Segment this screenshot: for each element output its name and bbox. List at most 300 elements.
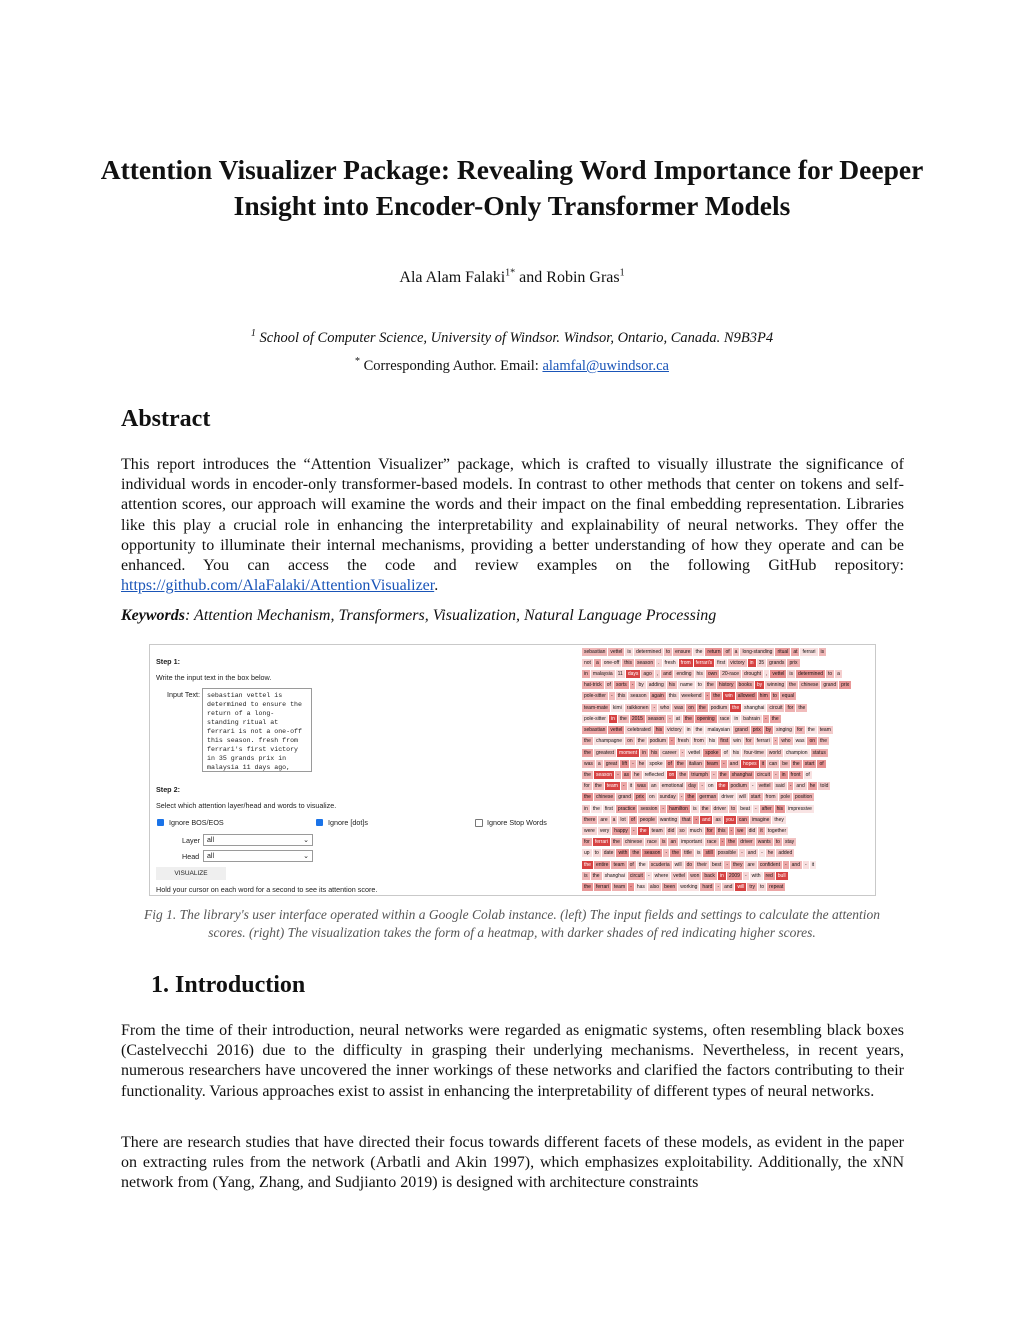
heatmap-word[interactable]: possible [717, 850, 737, 857]
heatmap-word[interactable]: one-off [603, 659, 620, 666]
heatmap-word[interactable]: ending [676, 671, 692, 678]
heatmap-word[interactable]: chinese [624, 839, 643, 846]
heatmap-word[interactable]: allowed [737, 693, 755, 700]
heatmap-word[interactable]: the [698, 704, 706, 711]
heatmap-word[interactable]: drought [744, 671, 762, 678]
heatmap-word[interactable]: raikkonen [626, 704, 649, 711]
heatmap-word[interactable]: be [782, 760, 788, 767]
heatmap-word[interactable]: where [654, 872, 669, 879]
heatmap-word[interactable]: important [681, 839, 702, 846]
heatmap-word[interactable]: ferrari [595, 883, 610, 890]
heatmap-word[interactable]: fresh [677, 738, 689, 745]
heatmap-word[interactable]: - [774, 771, 777, 778]
heatmap-word[interactable]: champagne [595, 738, 623, 745]
heatmap-word[interactable]: - [665, 850, 668, 857]
heatmap-word[interactable]: who [660, 704, 670, 711]
heatmap-word[interactable]: career [662, 749, 677, 756]
heatmap-word[interactable]: in [584, 671, 588, 678]
heatmap-word[interactable]: podium [710, 704, 728, 711]
heatmap-word[interactable]: ferrari [756, 738, 770, 745]
heatmap-word[interactable]: vettel [688, 749, 701, 756]
email-link[interactable]: alamfal@uwindsor.ca [542, 358, 669, 374]
heatmap-word[interactable]: circuit [769, 704, 783, 711]
heatmap-word[interactable]: an [670, 839, 677, 846]
heatmap-word[interactable]: so [679, 827, 685, 834]
heatmap-word[interactable]: prix [635, 794, 645, 801]
heatmap-word[interactable]: - [653, 704, 656, 711]
heatmap-word[interactable]: season [637, 659, 654, 666]
visualize-button[interactable]: VISUALIZE [156, 867, 226, 880]
heatmap-word[interactable]: from [765, 794, 776, 801]
heatmap-word[interactable]: sebastian [584, 727, 606, 734]
heatmap-word[interactable]: 2015 [631, 715, 643, 722]
heatmap-word[interactable]: he [634, 771, 640, 778]
heatmap-word[interactable]: we [737, 827, 744, 834]
head-select[interactable] [203, 850, 313, 862]
heatmap-word[interactable]: on [627, 738, 633, 745]
heatmap-word[interactable]: was [674, 704, 684, 711]
heatmap-word[interactable]: the [713, 693, 721, 700]
heatmap-word[interactable]: this [624, 659, 632, 666]
heatmap-word[interactable]: their [697, 861, 707, 868]
heatmap-word[interactable]: and [724, 883, 733, 890]
heatmap-word[interactable]: - [774, 738, 777, 745]
heatmap-word[interactable]: in [584, 805, 588, 812]
heatmap-word[interactable]: - [669, 715, 671, 722]
heatmap-word[interactable]: determined [797, 671, 823, 678]
heatmap-word[interactable]: that [682, 816, 691, 823]
heatmap-word[interactable]: - [622, 783, 625, 790]
heatmap-word[interactable]: chinese [801, 682, 819, 689]
heatmap-word[interactable]: the [807, 727, 815, 734]
heatmap-word[interactable]: together [767, 827, 787, 834]
heatmap-word[interactable]: people [639, 816, 655, 823]
heatmap-word[interactable]: vettel [610, 727, 623, 734]
heatmap-word[interactable]: on [688, 704, 694, 711]
heatmap-word[interactable]: an [651, 783, 657, 790]
heatmap-word[interactable]: ferrari [802, 648, 816, 655]
heatmap-word[interactable]: you [725, 816, 734, 823]
heatmap-word[interactable]: driver [713, 805, 727, 812]
heatmap-word[interactable]: lot [620, 816, 626, 823]
heatmap-word[interactable]: - [784, 861, 787, 868]
heatmap-word[interactable]: the [718, 783, 726, 790]
heatmap-word[interactable]: the [619, 715, 627, 722]
heatmap-word[interactable]: the [701, 805, 709, 812]
heatmap-word[interactable]: the [798, 704, 806, 711]
heatmap-word[interactable]: after [761, 805, 772, 812]
heatmap-word[interactable]: ago [643, 671, 652, 678]
heatmap-word[interactable]: - [630, 883, 632, 890]
heatmap-word[interactable]: for [706, 827, 713, 834]
heatmap-word[interactable]: winning [767, 682, 785, 689]
heatmap-word[interactable]: - [751, 783, 754, 790]
heatmap-word[interactable]: it [811, 861, 815, 868]
heatmap-word[interactable]: - [717, 883, 720, 890]
heatmap-word[interactable]: not [584, 659, 591, 666]
heatmap-word[interactable]: grand [618, 794, 631, 801]
heatmap-word[interactable]: - [744, 872, 747, 879]
heatmap-word[interactable]: ritual [777, 648, 789, 655]
heatmap-word[interactable]: long-standing [742, 648, 773, 655]
heatmap-word[interactable]: title [684, 850, 692, 857]
heatmap-word[interactable]: were [584, 827, 595, 834]
heatmap-word[interactable]: shanghai [731, 771, 752, 778]
heatmap-word[interactable]: and [702, 816, 711, 823]
heatmap-word[interactable]: still [705, 850, 713, 857]
heatmap-word[interactable]: him [759, 693, 768, 700]
heatmap-word[interactable]: at [793, 648, 798, 655]
heatmap-word[interactable]: and [747, 850, 757, 857]
heatmap-word[interactable]: in [686, 727, 691, 734]
heatmap-word[interactable]: - [706, 693, 709, 700]
heatmap-word[interactable]: malaysia [592, 671, 613, 678]
heatmap-word[interactable]: been [664, 883, 676, 890]
heatmap-word[interactable]: great [605, 760, 618, 767]
heatmap-word[interactable]: victory [730, 659, 745, 666]
heatmap-word[interactable]: his [708, 738, 716, 745]
heatmap-word[interactable]: for [787, 704, 794, 711]
heatmap-word[interactable]: - [617, 771, 619, 778]
heatmap-word[interactable]: the [732, 704, 740, 711]
heatmap-word[interactable]: do [686, 861, 693, 868]
heatmap-word[interactable]: who [781, 738, 791, 745]
heatmap-word[interactable]: bahrain [743, 715, 760, 722]
heatmap-word[interactable]: vettel [610, 648, 623, 655]
heatmap-word[interactable]: as [715, 816, 721, 823]
heatmap-word[interactable]: the [584, 749, 591, 756]
heatmap-word[interactable]: the [820, 738, 827, 745]
input-textarea[interactable]: sebastian vettel is determined to ensure the return of a long- standing ritual at ferrari is not a one-off this season. fresh from ferrari's first victory in 35 grands prix in malaysia 11 days ago, [202, 688, 312, 772]
heatmap-word[interactable]: - [741, 850, 743, 857]
heatmap-word[interactable]: of [629, 861, 634, 868]
heatmap-word[interactable]: was [637, 783, 646, 790]
heatmap-word[interactable]: best [711, 861, 722, 868]
heatmap-word[interactable]: and [663, 671, 672, 678]
heatmap-word[interactable]: of [667, 760, 672, 767]
heatmap-word[interactable]: triumph [691, 771, 708, 778]
heatmap-word[interactable]: can [738, 816, 747, 823]
heatmap-word[interactable]: the [719, 771, 727, 778]
heatmap-word[interactable]: season [644, 850, 661, 857]
heatmap-word[interactable]: 11 [617, 671, 623, 678]
heatmap-word[interactable]: pole-sitter [584, 693, 606, 700]
heatmap-word[interactable]: is [696, 850, 701, 857]
heatmap-word[interactable]: of [819, 760, 824, 767]
heatmap-word[interactable]: of [805, 771, 810, 778]
heatmap-word[interactable]: start [804, 760, 815, 767]
heatmap-word[interactable]: - [789, 783, 792, 790]
heatmap-word[interactable]: a [595, 659, 599, 666]
heatmap-word[interactable]: status [812, 749, 826, 756]
heatmap-word[interactable]: the [638, 861, 646, 868]
heatmap-word[interactable]: impressive [788, 805, 812, 812]
heatmap-word[interactable]: is [584, 872, 588, 879]
heatmap-word[interactable]: front [790, 771, 801, 778]
heatmap-word[interactable]: a [612, 816, 616, 823]
heatmap-word[interactable]: are [600, 816, 608, 823]
heatmap-word[interactable]: - [712, 771, 715, 778]
heatmap-word[interactable]: spoke [649, 760, 663, 767]
heatmap-word[interactable]: german [699, 794, 717, 801]
heatmap-word[interactable]: - [647, 872, 650, 879]
heatmap-word[interactable]: ensure [675, 648, 691, 655]
heatmap-word[interactable]: weekend [681, 693, 702, 700]
heatmap-word[interactable]: - [681, 749, 684, 756]
heatmap-word[interactable]: the [684, 715, 692, 722]
heatmap-word[interactable]: - [721, 839, 724, 846]
heatmap-word[interactable]: win [725, 693, 733, 700]
heatmap-word[interactable]: - [680, 794, 683, 801]
heatmap-word[interactable]: the [792, 760, 800, 767]
heatmap-word[interactable]: his [732, 749, 740, 756]
heatmap-word[interactable]: 2009 [728, 872, 740, 879]
heatmap-word[interactable]: was [584, 760, 593, 767]
heatmap-word[interactable]: it [760, 827, 763, 834]
heatmap-word[interactable]: adding [648, 682, 664, 689]
heatmap-word[interactable]: a [837, 671, 840, 678]
heatmap-word[interactable]: imagine [751, 816, 770, 823]
heatmap-word[interactable]: , [656, 671, 659, 678]
heatmap-word[interactable]: sorts [615, 682, 627, 689]
heatmap-word[interactable]: in [642, 749, 646, 756]
heatmap-word[interactable]: driver [740, 839, 753, 846]
heatmap-word[interactable]: will [737, 883, 745, 890]
heatmap-word[interactable]: beat [740, 805, 750, 812]
heatmap-word[interactable]: the [584, 738, 591, 745]
heatmap-word[interactable]: wants [757, 839, 771, 846]
heatmap-word[interactable]: the [584, 794, 591, 801]
heatmap-word[interactable]: with [618, 850, 628, 857]
heatmap-word[interactable]: books [738, 682, 752, 689]
heatmap-word[interactable]: is [820, 648, 825, 655]
heatmap-word[interactable]: his [668, 682, 676, 689]
heatmap-word[interactable]: - [726, 861, 728, 868]
heatmap-word[interactable]: will [738, 794, 746, 801]
heatmap-word[interactable]: win [733, 738, 741, 745]
heatmap-word[interactable]: celebrated [627, 727, 651, 734]
heatmap-word[interactable]: determined [635, 648, 661, 655]
heatmap-word[interactable]: and [796, 783, 805, 790]
heatmap-word[interactable]: it [761, 760, 765, 767]
heatmap-word[interactable]: grands [769, 659, 785, 666]
heatmap-word[interactable]: circuit [756, 771, 770, 778]
heatmap-word[interactable]: history [718, 682, 734, 689]
heatmap-word[interactable]: did [748, 827, 756, 834]
heatmap-word[interactable]: they [733, 861, 743, 868]
heatmap-word[interactable]: emotional [661, 783, 684, 790]
heatmap-word[interactable]: the [676, 760, 684, 767]
layer-select[interactable] [203, 834, 313, 846]
heatmap-word[interactable]: - [701, 783, 703, 790]
heatmap-word[interactable]: the [639, 827, 647, 834]
heatmap-word[interactable]: - [723, 760, 725, 767]
heatmap-word[interactable]: on [707, 783, 714, 790]
heatmap-word[interactable]: team [613, 861, 625, 868]
heatmap-word[interactable]: entire [595, 861, 609, 868]
heatmap-word[interactable]: - [631, 682, 634, 689]
heatmap-word[interactable]: team [819, 727, 831, 734]
heatmap-word[interactable]: of [606, 682, 611, 689]
heatmap-word[interactable]: 35 [758, 659, 765, 666]
heatmap-word[interactable]: race [706, 839, 717, 846]
heatmap-word[interactable]: the [592, 805, 600, 812]
ignore-bos-checkbox[interactable] [157, 819, 164, 826]
heatmap-word[interactable]: bull [777, 872, 786, 879]
heatmap-word[interactable]: his [696, 671, 703, 678]
heatmap-word[interactable]: happy [614, 827, 628, 834]
heatmap-word[interactable]: to [594, 850, 599, 857]
heatmap-word[interactable]: in [734, 715, 739, 722]
heatmap-word[interactable]: very [599, 827, 610, 834]
heatmap-word[interactable]: - [610, 693, 613, 700]
heatmap-word[interactable]: team [706, 760, 718, 767]
heatmap-word[interactable]: his [776, 805, 784, 812]
heatmap-word[interactable]: fresh [664, 659, 676, 666]
heatmap-word[interactable]: for [745, 738, 752, 745]
heatmap-word[interactable]: singing [776, 727, 792, 734]
heatmap-word[interactable]: the [632, 850, 640, 857]
heatmap-word[interactable]: sunday [659, 794, 676, 801]
heatmap-word[interactable]: from [693, 738, 704, 745]
github-link[interactable]: https://github.com/AlaFalaki/AttentionVisualizer [121, 577, 435, 595]
heatmap-word[interactable]: days [627, 671, 639, 678]
heatmap-word[interactable]: driver [721, 794, 734, 801]
heatmap-word[interactable]: on [668, 771, 675, 778]
heatmap-word[interactable]: and [791, 861, 800, 868]
heatmap-word[interactable]: for [796, 727, 803, 734]
heatmap-word[interactable]: the [789, 682, 797, 689]
heatmap-word[interactable]: moment [619, 749, 638, 756]
heatmap-word[interactable]: wanting [659, 816, 678, 823]
heatmap-word[interactable]: hamilton [669, 805, 688, 812]
heatmap-word[interactable]: season [595, 771, 613, 778]
heatmap-word[interactable]: scuderia [650, 861, 670, 868]
heatmap-word[interactable]: first [720, 738, 729, 745]
heatmap-word[interactable]: lift [622, 760, 628, 767]
heatmap-word[interactable]: there [584, 816, 596, 823]
heatmap-word[interactable]: - [764, 715, 767, 722]
heatmap-word[interactable]: to [775, 839, 780, 846]
heatmap-word[interactable]: the [695, 727, 703, 734]
heatmap-word[interactable]: equal [781, 693, 795, 700]
heatmap-word[interactable]: by [638, 682, 644, 689]
heatmap-word[interactable]: as [623, 771, 630, 778]
heatmap-word[interactable]: prix [789, 659, 798, 666]
heatmap-word[interactable]: - [754, 805, 757, 812]
heatmap-word[interactable]: pole [780, 794, 790, 801]
heatmap-word[interactable]: the [584, 771, 591, 778]
heatmap-word[interactable]: the [728, 839, 736, 846]
heatmap-word[interactable]: on [649, 794, 655, 801]
heatmap-word[interactable]: by [765, 727, 772, 734]
heatmap-word[interactable]: italian [688, 760, 702, 767]
heatmap-word[interactable]: the [672, 850, 680, 857]
heatmap-word[interactable]: of [723, 749, 728, 756]
heatmap-word[interactable]: grand [734, 727, 748, 734]
heatmap-word[interactable]: he [809, 783, 816, 790]
heatmap-word[interactable]: much [689, 827, 702, 834]
heatmap-word[interactable]: the [584, 883, 591, 890]
heatmap-word[interactable]: back [704, 872, 715, 879]
heatmap-word[interactable]: prix [752, 727, 761, 734]
heatmap-word[interactable]: the [594, 783, 602, 790]
heatmap-word[interactable]: pole-sitter [584, 715, 606, 722]
heatmap-word[interactable]: grand [823, 682, 837, 689]
heatmap-word[interactable]: - [805, 861, 807, 868]
heatmap-word[interactable]: his [651, 749, 658, 756]
heatmap-word[interactable]: malaysian [707, 727, 730, 734]
heatmap-word[interactable]: practice [617, 805, 636, 812]
heatmap-word[interactable]: ferrari [594, 839, 608, 846]
heatmap-word[interactable]: the [687, 794, 695, 801]
heatmap-word[interactable]: the [706, 682, 714, 689]
heatmap-word[interactable]: chinese [595, 794, 614, 801]
heatmap-word[interactable]: - [671, 738, 673, 745]
heatmap-word[interactable]: opening [696, 715, 715, 722]
heatmap-word[interactable]: working [680, 883, 698, 890]
heatmap-word[interactable]: he [767, 850, 774, 857]
heatmap-word[interactable]: the [679, 771, 687, 778]
heatmap-word[interactable]: is [789, 671, 793, 678]
heatmap-word[interactable]: first [717, 659, 726, 666]
heatmap-word[interactable]: again [651, 693, 664, 700]
heatmap-word[interactable]: red [765, 872, 773, 879]
heatmap-word[interactable]: kimi [612, 704, 622, 711]
heatmap-word[interactable]: at [675, 715, 680, 722]
heatmap-word[interactable]: it [629, 783, 633, 790]
heatmap-word[interactable]: by [756, 682, 763, 689]
heatmap-word[interactable]: world [768, 749, 781, 756]
heatmap-word[interactable]: position [794, 794, 813, 801]
heatmap-word[interactable]: session [640, 805, 658, 812]
heatmap-word[interactable]: spoke [705, 749, 719, 756]
heatmap-word[interactable]: - [695, 816, 698, 823]
heatmap-word[interactable]: name [680, 682, 693, 689]
heatmap-word[interactable]: reflected [644, 771, 664, 778]
heatmap-word[interactable]: season [630, 693, 647, 700]
heatmap-word[interactable]: race [719, 715, 730, 722]
heatmap-word[interactable]: vettel [758, 783, 771, 790]
heatmap-word[interactable]: , [766, 671, 768, 678]
heatmap-word[interactable]: race [647, 839, 657, 846]
ignore-stop-checkbox[interactable] [475, 819, 483, 827]
heatmap-word[interactable]: the [695, 648, 703, 655]
heatmap-word[interactable]: this [617, 693, 626, 700]
heatmap-word[interactable]: podium [649, 738, 667, 745]
heatmap-word[interactable]: for [584, 839, 590, 846]
heatmap-word[interactable]: four-time [744, 749, 764, 756]
heatmap-word[interactable]: stay [784, 839, 795, 846]
heatmap-word[interactable]: with [751, 872, 761, 879]
heatmap-word[interactable]: team [614, 883, 626, 890]
heatmap-word[interactable]: try [749, 883, 755, 890]
heatmap-word[interactable]: to [759, 883, 765, 890]
heatmap-word[interactable]: the [771, 715, 779, 722]
heatmap-word[interactable]: hopes [743, 760, 757, 767]
heatmap-word[interactable]: told [820, 783, 829, 790]
heatmap-word[interactable]: team [651, 827, 663, 834]
heatmap-word[interactable]: - [662, 805, 665, 812]
heatmap-word[interactable]: to [828, 671, 833, 678]
heatmap-word[interactable]: 20-race [722, 671, 740, 678]
heatmap-word[interactable]: his [655, 727, 663, 734]
heatmap-word[interactable]: this [668, 693, 677, 700]
heatmap-word[interactable]: will [674, 861, 682, 868]
heatmap-word[interactable]: for [584, 783, 590, 790]
heatmap-word[interactable]: shanghai [744, 704, 765, 711]
heatmap-word[interactable]: circuit [629, 872, 643, 879]
